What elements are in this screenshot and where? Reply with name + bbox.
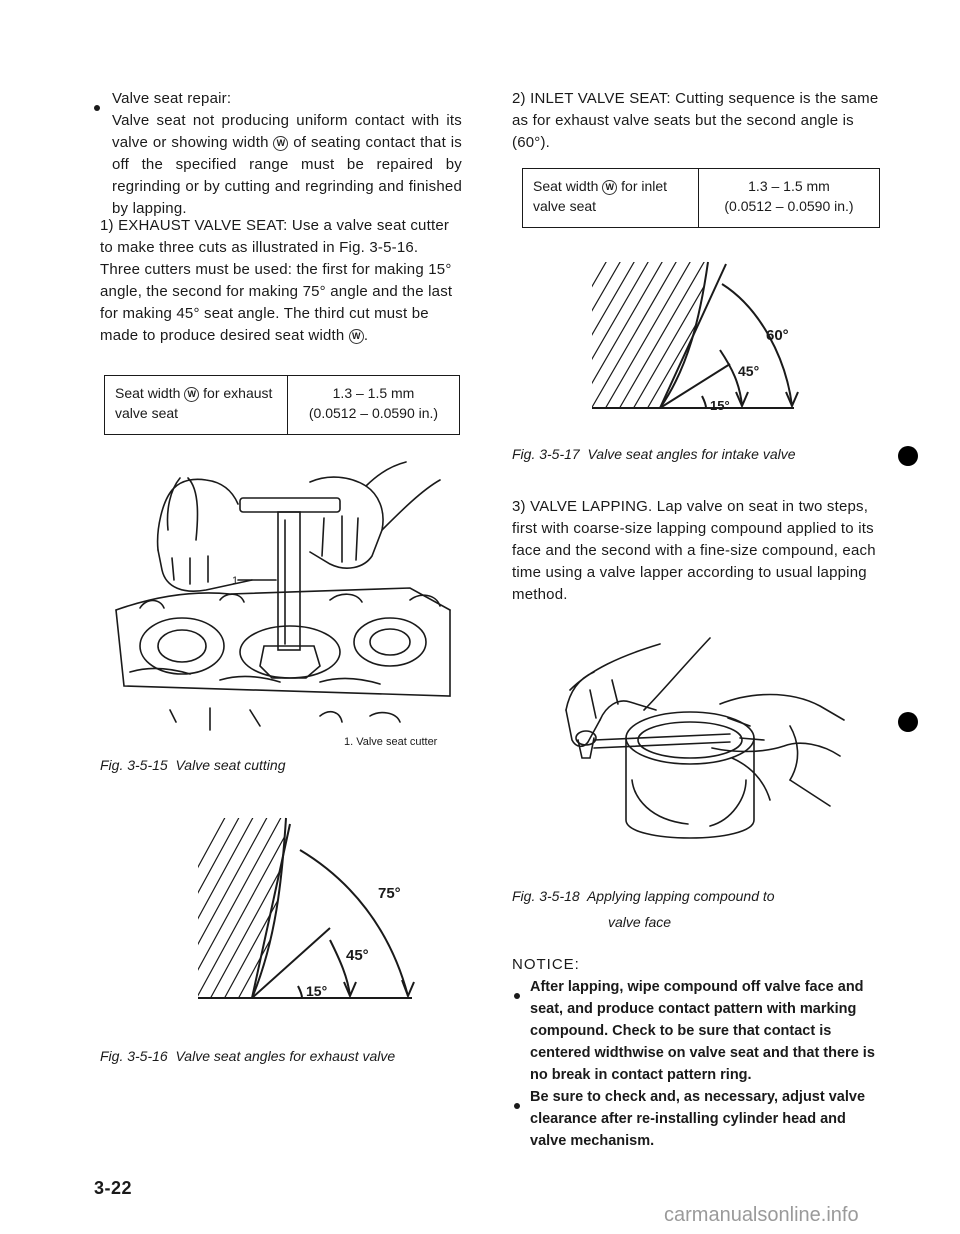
fig18-caption-number: Fig. 3-5-18 bbox=[512, 888, 580, 904]
fig15-caption-text: Valve seat cutting bbox=[175, 757, 286, 773]
exhaust-table-value-in: (0.0512 – 0.0590 in.) bbox=[308, 405, 439, 421]
inlet-heading: 2) INLET VALVE SEAT: bbox=[512, 90, 671, 107]
fig16-caption-number: Fig. 3-5-16 bbox=[100, 1048, 168, 1064]
exhaust-body-2: . bbox=[363, 327, 369, 344]
fig16-caption bbox=[100, 1046, 395, 1066]
margin-mark-dot bbox=[898, 712, 918, 732]
width-w-symbol: W bbox=[349, 329, 364, 344]
valve-lapping-paragraph bbox=[512, 496, 880, 606]
valve-seat-repair-paragraph bbox=[112, 88, 462, 220]
inlet-body: Cutting sequence is the same as for exhaust valve seats but the second angle is (60°). bbox=[512, 90, 879, 151]
lapping-body: Lap valve on seat in two steps, first with coarse-size lapping compound applied to its face and the second with a fine-size compound, each time using a valve lapper according to usual lapping method. bbox=[512, 498, 876, 603]
fig15-caption bbox=[100, 755, 285, 775]
angle-75-label: 75° bbox=[378, 885, 401, 902]
angle-15-label: 15° bbox=[710, 398, 730, 413]
fig18-caption bbox=[512, 886, 775, 932]
angle-45-label: 45° bbox=[346, 947, 369, 964]
notice-bullet-dot bbox=[514, 986, 520, 1004]
inlet-table-label-2: for inlet valve seat bbox=[533, 178, 668, 214]
notice-title: NOTICE: bbox=[512, 956, 580, 973]
fig15-callout-label: 1. Valve seat cutter bbox=[344, 736, 438, 748]
exhaust-heading: 1) EXHAUST VALVE SEAT: bbox=[100, 217, 288, 234]
exhaust-table-label-2: for exhaust valve seat bbox=[115, 385, 273, 421]
fig15-caption-number: Fig. 3-5-15 bbox=[100, 757, 168, 773]
bullet-body-2: of seating contact that is off the specified range must be repaired by regrinding or by cutting and regrinding and finished by lapping. bbox=[112, 134, 462, 217]
fig17-caption-number: Fig. 3-5-17 bbox=[512, 446, 580, 462]
width-w-symbol: W bbox=[273, 136, 288, 151]
angle-15-label: 15° bbox=[306, 983, 328, 999]
intake-valve-seat-angles-diagram bbox=[580, 258, 830, 418]
fig16-caption-text: Valve seat angles for exhaust valve bbox=[175, 1048, 396, 1064]
inlet-table-label-cell bbox=[523, 169, 699, 227]
margin-mark-dot bbox=[898, 446, 918, 466]
width-w-symbol: W bbox=[602, 180, 617, 195]
valve-seat-cutting-illustration bbox=[110, 460, 470, 750]
notice-item-2: Be sure to check and, as necessary, adjust valve clearance after re-installing cylinder head and valve mechanism. bbox=[530, 1089, 866, 1149]
notice-bullet-dot bbox=[514, 1096, 520, 1114]
exhaust-body-1: Use a valve seat cutter to make three cuts as illustrated in Fig. 3-5-16. Three cutters must be used: the first for making 15° angle, the second for making 75° angle and the last for making 45° seat angle. The third cut must be made to produce desired seat width bbox=[100, 217, 453, 344]
bullet-body-1: Valve seat not producing uniform contact with its valve or showing width bbox=[112, 112, 462, 151]
exhaust-table-label: Seat width bbox=[115, 385, 181, 401]
fig18-caption-text-1: Applying lapping compound to bbox=[586, 888, 775, 904]
fig15-callout-number: 1 bbox=[232, 575, 239, 587]
footer-watermark: carmanualsonline.info bbox=[664, 1204, 859, 1226]
bullet-title: Valve seat repair: bbox=[112, 90, 232, 107]
angle-45-label: 45° bbox=[738, 363, 760, 379]
exhaust-table-label-cell bbox=[105, 376, 288, 434]
inlet-valve-seat-paragraph bbox=[512, 88, 880, 154]
exhaust-valve-seat-paragraph bbox=[100, 215, 462, 347]
fig17-caption-text: Valve seat angles for intake valve bbox=[587, 446, 796, 462]
fig17-caption bbox=[512, 444, 796, 464]
exhaust-valve-seat-angles-diagram bbox=[180, 810, 440, 1010]
exhaust-table-value-cell bbox=[288, 376, 459, 434]
inlet-table-value-cell bbox=[699, 169, 879, 227]
exhaust-table-value-mm: 1.3 – 1.5 mm bbox=[332, 385, 415, 401]
applying-lapping-compound-illustration bbox=[560, 630, 850, 860]
notice-item-1: After lapping, wipe compound off valve face and seat, and produce contact pattern with marking compound. Check to be sure that contact is centered widthwise on valve seat and that there is no break in contact pattern ring. bbox=[530, 979, 875, 1083]
fig18-caption-text-2: valve face bbox=[608, 914, 672, 930]
width-w-symbol: W bbox=[184, 387, 199, 402]
exhaust-seat-width-table bbox=[104, 375, 460, 435]
inlet-table-label: Seat width bbox=[533, 178, 599, 194]
lapping-heading: 3) VALVE LAPPING. bbox=[512, 498, 653, 515]
bullet-dot bbox=[94, 98, 100, 116]
inlet-table-value-mm: 1.3 – 1.5 mm bbox=[748, 178, 830, 194]
inlet-table-value-in: (0.0512 – 0.0590 in.) bbox=[724, 198, 854, 214]
page-number: 3-22 bbox=[94, 1178, 133, 1198]
angle-60-label: 60° bbox=[766, 327, 789, 344]
inlet-seat-width-table bbox=[522, 168, 880, 228]
